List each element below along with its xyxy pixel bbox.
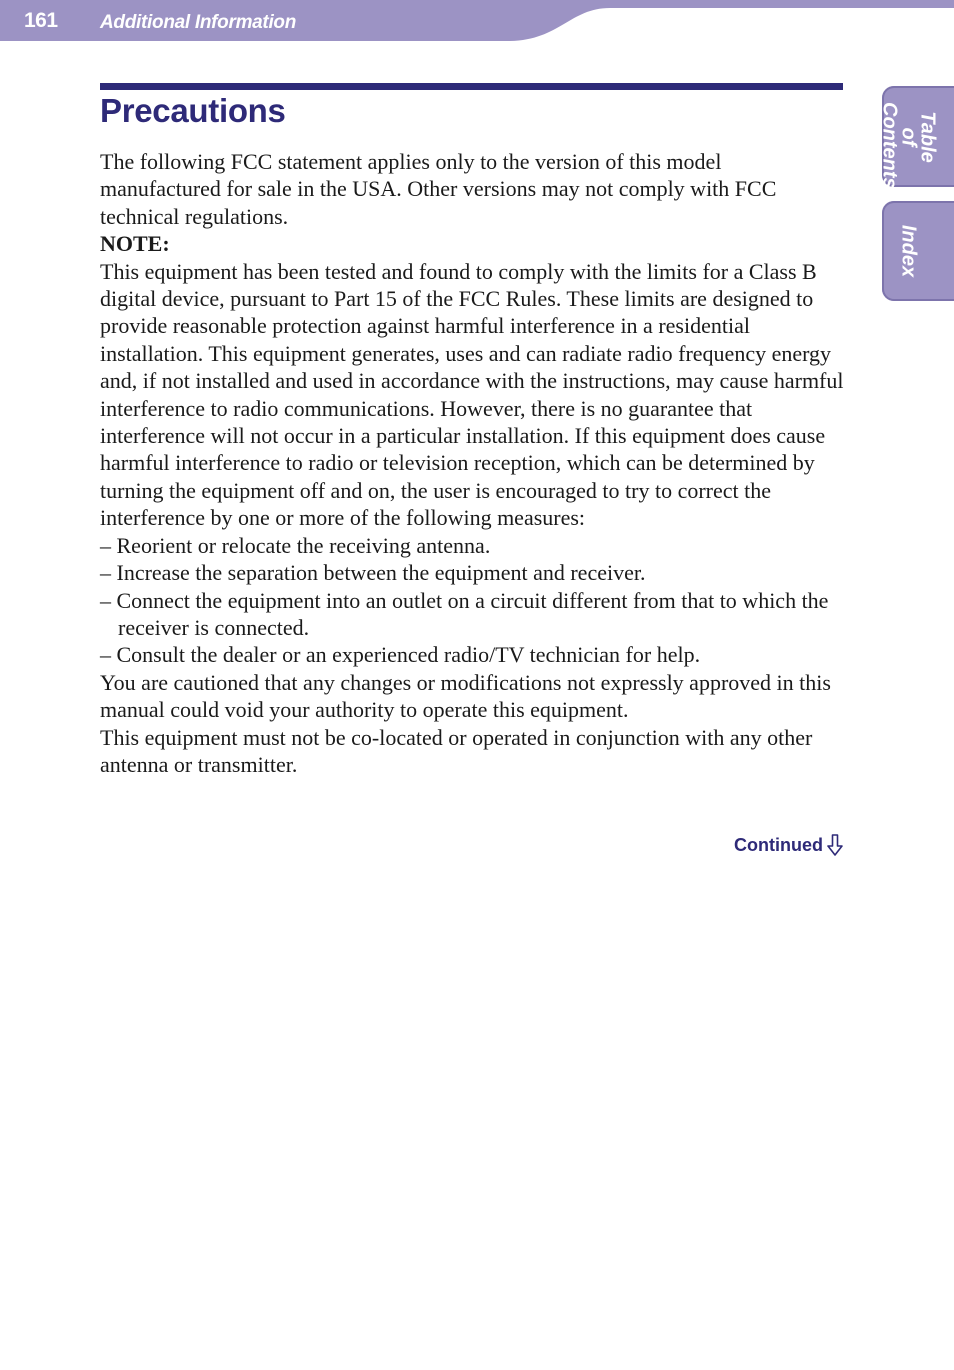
list-item: – Connect the equipment into an outlet on a circuit different from that to which the receiver is connected. bbox=[100, 587, 829, 640]
tab-toc-text: Table of Contents bbox=[878, 101, 939, 189]
body-text bbox=[100, 148, 845, 778]
colocation-paragraph: This equipment must not be co-located or operated in conjunction with any other antenna or transmitter. bbox=[100, 724, 813, 777]
section-title: Additional Information bbox=[100, 12, 297, 33]
tab-index[interactable] bbox=[882, 201, 954, 301]
tab-table-of-contents-label bbox=[878, 101, 939, 189]
continued-label: Continued bbox=[734, 834, 823, 855]
continued-link[interactable] bbox=[734, 834, 843, 856]
arrow-down-icon bbox=[827, 834, 843, 856]
note-label: NOTE: bbox=[100, 231, 170, 257]
page-title: Precautions bbox=[100, 92, 286, 129]
list-item: – Increase the separation between the equipment and receiver. bbox=[100, 560, 646, 586]
list-item: – Consult the dealer or an experienced radio/TV technician for help. bbox=[100, 642, 701, 668]
tab-index-label: Index bbox=[897, 224, 920, 278]
intro-paragraph: The following FCC statement applies only to the version of this model manufactured for sale in the USA. Other versions may not comply with FCC technical regulations. bbox=[100, 149, 777, 229]
tab-table-of-contents[interactable] bbox=[878, 86, 954, 189]
list-item: – Reorient or relocate the receiving antenna. bbox=[100, 532, 491, 558]
heading-rule bbox=[100, 83, 843, 90]
caution-paragraph: You are cautioned that any changes or modifications not expressly approved in this manual could void your authority to operate this equipment. bbox=[100, 669, 831, 723]
note-paragraph: This equipment has been tested and found to comply with the limits for a Class B digital device, pursuant to Part 15 of the FCC Rules. These limits are designed to provide reasonable protection against harmful interference in a residential installation. This equipment generates, uses and can radiate radio frequency energy and, if not installed and used in accordance with the instructions, may cause harmful interference to radio communications. However, there is no guarantee that interference will not occur in a particular installation. If this equipment does cause harmful interference to radio or television reception, which can be determined by turning the equipment off and on, the user is encouraged to try to correct the interference by one or more of the following measures: bbox=[100, 258, 844, 531]
page-number: 161 bbox=[24, 9, 58, 32]
